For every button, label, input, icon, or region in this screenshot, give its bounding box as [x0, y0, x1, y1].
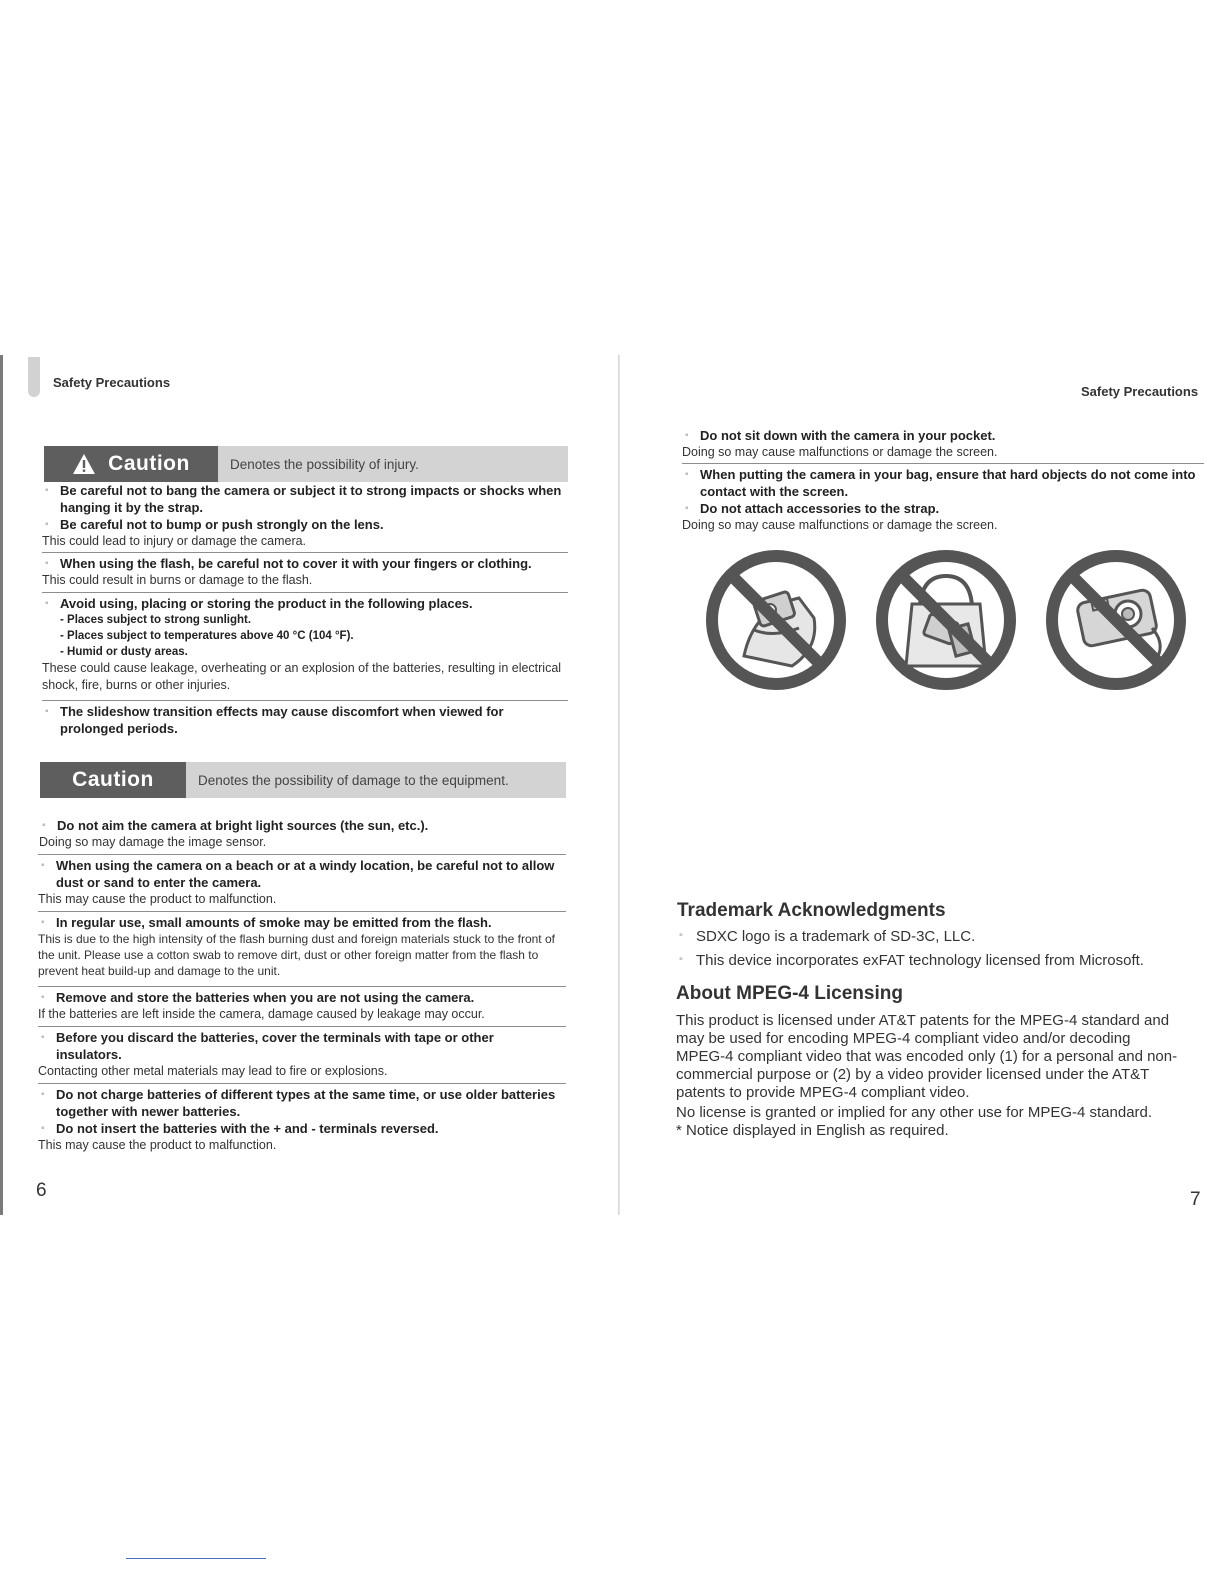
left-page: [0, 355, 618, 1215]
right-item-2-body: Doing so may cause malfunctions or damage the screen.: [682, 518, 998, 532]
injury-item-3-sub-1: - Places subject to strong sunlight.: [60, 614, 252, 626]
warning-triangle-icon: [72, 453, 96, 475]
bottom-link-underline: [126, 1558, 266, 1559]
right-item-2-head-2: ▪ Do not attach accessories to the strap.: [682, 500, 1222, 517]
equipment-item-4: [38, 989, 568, 1023]
caution-equipment-bar: [40, 762, 566, 798]
mpeg-line-1: This product is licensed under AT&T patents for the MPEG-4 standard and: [676, 1012, 1170, 1029]
injury-item-3-head-1: ▪ Avoid using, placing or storing the product in the following places.: [42, 595, 572, 612]
injury-item-2-head-1: ▪ When using the flash, be careful not to cover it with your fingers or clothing.: [42, 555, 572, 572]
equipment-item-5-head-1: ▪ Before you discard the batteries, cover the terminals with tape or other insulators.: [38, 1029, 538, 1063]
prohibition-illustrations: [704, 548, 1194, 698]
mpeg-line-3: MPEG-4 compliant video that was encoded only (1) for a personal and non-: [676, 1048, 1178, 1065]
mpeg-line-7: * Notice displayed in English as required.: [676, 1122, 949, 1139]
equipment-item-2: [38, 857, 568, 908]
divider-rule: [38, 854, 566, 855]
divider-rule: [42, 700, 568, 701]
divider-rule: [38, 1083, 566, 1084]
right-page: [620, 355, 1224, 1215]
equipment-item-3: [38, 914, 568, 979]
injury-item-2: [42, 555, 572, 589]
caution-equipment-description: Denotes the possibility of damage to the equipment.: [198, 772, 509, 788]
page-number-right: 7: [1190, 1189, 1201, 1210]
no-pocket-icon: [704, 548, 848, 692]
mpeg-line-6: No license is granted or implied for any other use for MPEG-4 standard.: [676, 1104, 1153, 1121]
divider-rule: [38, 911, 566, 912]
equipment-item-1: [39, 817, 569, 851]
trademark-bullet-1: ▪ SDXC logo is a trademark of SD-3C, LLC.: [678, 928, 975, 945]
caution-injury-label: Caution: [108, 452, 190, 475]
injury-item-3-body: These could cause leakage, overheating or an explosion of the batteries, resulting in electrical shock, fire, burns or other injuries.: [42, 661, 562, 692]
injury-item-2-body: This could result in burns or damage to the flash.: [42, 573, 313, 587]
equipment-item-6-head-1: ▪ Do not charge batteries of different types at the same time, or use older batteries together with newer batteries.: [38, 1086, 570, 1120]
no-hard-objects-bag-icon: [874, 548, 1018, 692]
equipment-item-3-head-1: ▪ In regular use, small amounts of smoke may be emitted from the flash.: [38, 914, 568, 931]
page-number-left: 6: [36, 1180, 47, 1201]
divider-rule: [38, 1026, 566, 1027]
equipment-item-6-body: This may cause the product to malfunction.: [38, 1138, 277, 1152]
divider-rule: [42, 552, 568, 553]
injury-item-1-head-1: ▪ Be careful not to bang the camera or subject it to strong impacts or shocks when hanging it by the strap.: [42, 482, 572, 516]
equipment-item-5: [38, 1029, 538, 1080]
caution-equipment-label-box: [40, 762, 186, 798]
equipment-item-2-body: This may cause the product to malfunction.: [38, 892, 277, 906]
trademark-heading: Trademark Acknowledgments: [677, 900, 946, 921]
equipment-item-5-body: Contacting other metal materials may lead to fire or explosions.: [38, 1064, 388, 1078]
equipment-item-6: [38, 1086, 570, 1154]
equipment-item-3-body: This is due to the high intensity of the flash burning dust and foreign materials stuck to the front of the unit. Please use a cotton swab to remove dirt, dust or other foreign matter from the flash to prevent heat build-up and damage to the unit.: [38, 932, 555, 978]
trademark-bullet-2: ▪ This device incorporates exFAT technology licensed from Microsoft.: [678, 952, 1144, 969]
equipment-item-6-head-2: ▪ Do not insert the batteries with the + and - terminals reversed.: [38, 1120, 570, 1137]
caution-injury-description: Denotes the possibility of injury.: [230, 456, 419, 472]
mpeg-line-5: patents to provide MPEG-4 compliant video.: [676, 1084, 970, 1101]
right-item-2-head-1: ▪ When putting the camera in your bag, ensure that hard objects do not come into contact with the screen.: [682, 466, 1222, 500]
injury-item-3-sub-2: - Places subject to temperatures above 40 °C (104 °F).: [60, 630, 354, 642]
divider-rule: [682, 463, 1204, 464]
right-item-1-body: Doing so may cause malfunctions or damage the screen.: [682, 445, 998, 459]
right-item-1-head-1: ▪ Do not sit down with the camera in your pocket.: [682, 427, 1212, 444]
running-head-left: Safety Precautions: [53, 375, 171, 390]
manual-spread: [0, 355, 1224, 1215]
equipment-item-1-body: Doing so may damage the image sensor.: [39, 835, 267, 849]
divider-rule: [42, 592, 568, 593]
right-item-2: [682, 466, 1222, 534]
injury-item-4-head-1: ▪ The slideshow transition effects may cause discomfort when viewed for prolonged periods.: [42, 703, 542, 737]
divider-rule: [38, 986, 566, 987]
mpeg-line-4: commercial purpose or (2) by a video provider licensed under the AT&T: [676, 1066, 1150, 1083]
equipment-item-4-head-1: ▪ Remove and store the batteries when you are not using the camera.: [38, 989, 568, 1006]
equipment-item-1-head-1: ▪ Do not aim the camera at bright light sources (the sun, etc.).: [39, 817, 569, 834]
equipment-item-4-body: If the batteries are left inside the camera, damage caused by leakage may occur.: [38, 1007, 485, 1021]
injury-item-3: [42, 595, 572, 694]
no-strap-accessories-icon: [1044, 548, 1188, 692]
equipment-item-2-head-1: ▪ When using the camera on a beach or at a windy location, be careful not to allow dust or sand to enter the camera.: [38, 857, 568, 891]
caution-equipment-label: Caution: [72, 768, 154, 791]
injury-item-1: [42, 482, 572, 550]
injury-item-4: [42, 703, 542, 737]
running-head-right: Safety Precautions: [1081, 384, 1199, 399]
injury-item-3-sub-3: - Humid or dusty areas.: [60, 646, 188, 658]
caution-injury-label-box: [44, 446, 218, 482]
caution-injury-bar: [44, 446, 568, 482]
injury-item-1-head-2: ▪ Be careful not to bump or push strongly on the lens.: [42, 516, 572, 533]
injury-item-1-body: This could lead to injury or damage the camera.: [42, 534, 307, 548]
right-item-1: [682, 427, 1212, 461]
mpeg-line-2: may be used for encoding MPEG-4 compliant video and/or decoding: [676, 1030, 1131, 1047]
mpeg-heading: About MPEG-4 Licensing: [676, 983, 903, 1004]
